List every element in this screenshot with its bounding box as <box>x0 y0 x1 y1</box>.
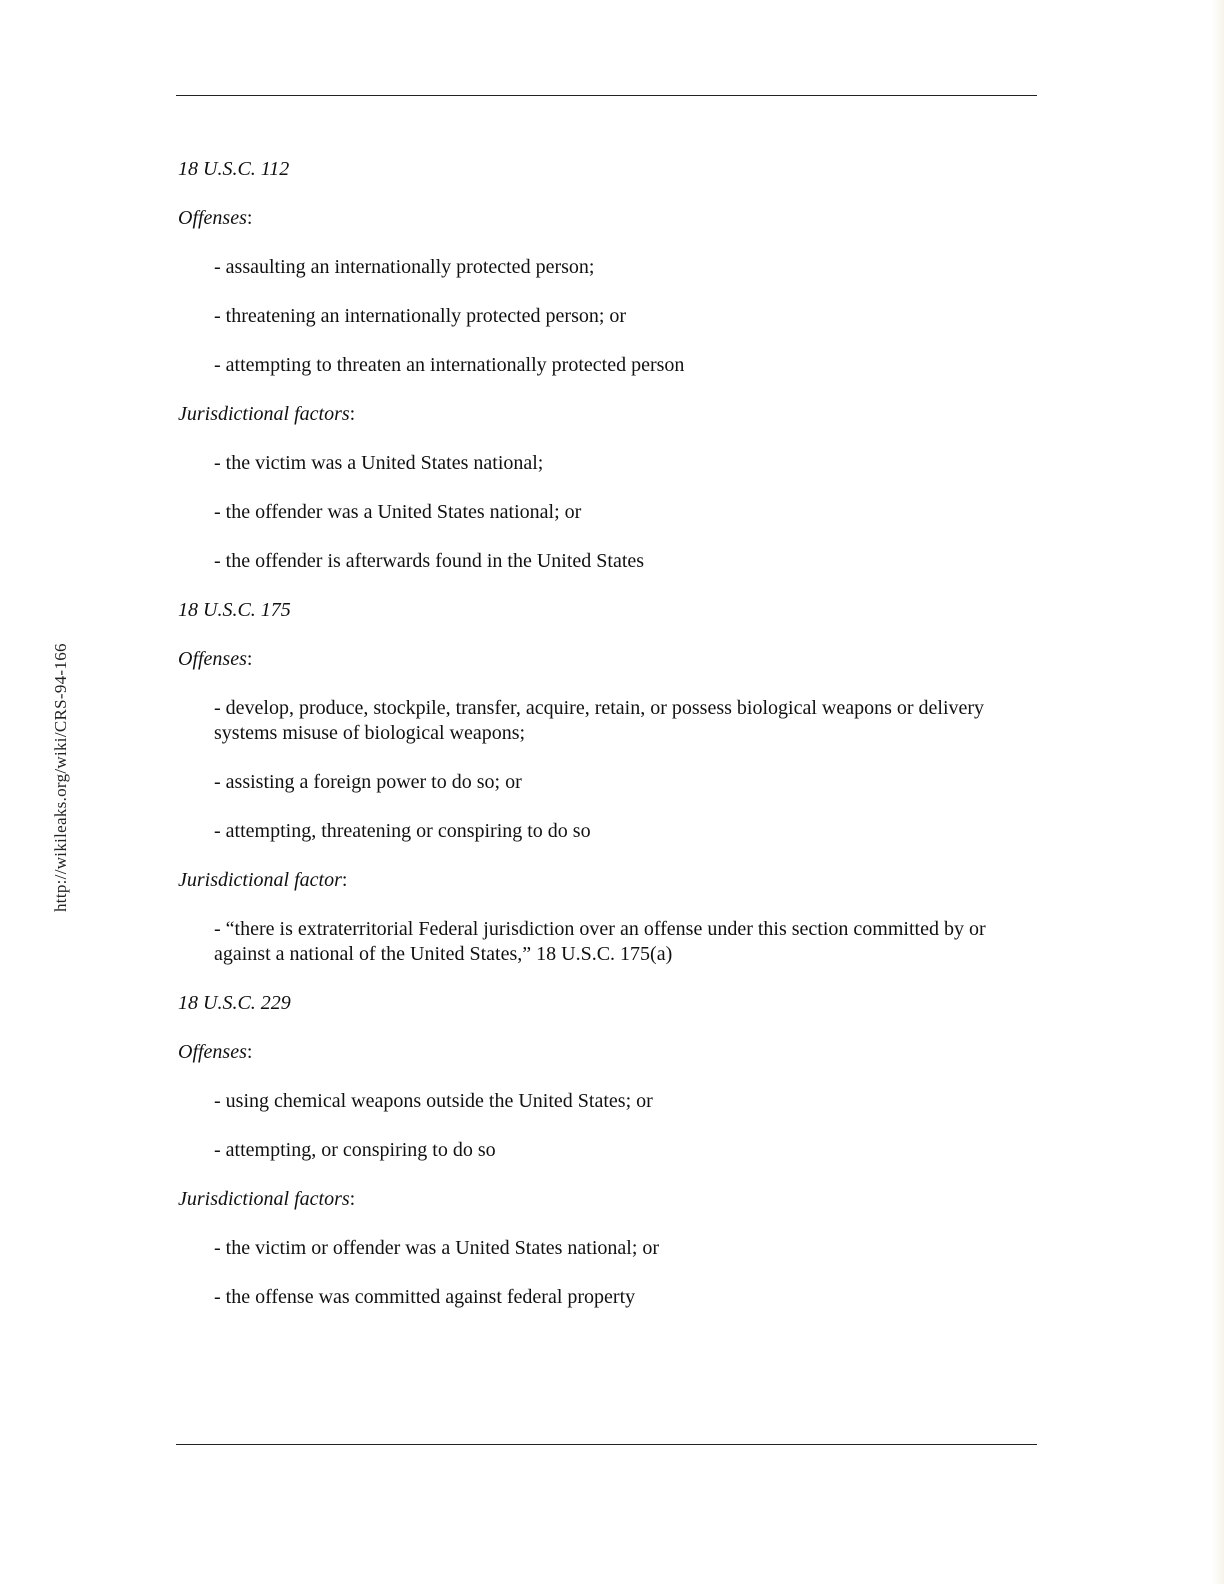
footer-rule <box>176 1444 1037 1445</box>
offense-item: - attempting to threaten an internationally protected person <box>214 354 685 376</box>
offenses-label: Offenses: <box>178 1041 253 1063</box>
jurisdiction-label: Jurisdictional factors: <box>178 1188 356 1210</box>
offense-item: - develop, produce, stockpile, transfer, acquire, retain, or possess biological weapons or delivery systems misuse of biological weapons; <box>214 697 985 744</box>
offense-item: - assisting a foreign power to do so; or <box>214 771 522 793</box>
statute-section <box>178 991 1036 1310</box>
offenses-label: Offenses: <box>178 207 253 229</box>
jurisdiction-item: - the victim or offender was a United States national; or <box>214 1237 660 1259</box>
jurisdiction-item: - the victim was a United States national; <box>214 452 544 474</box>
statute-heading: 18 U.S.C. 175 <box>178 599 291 621</box>
jurisdiction-item: - the offender was a United States national; or <box>214 501 582 523</box>
document-body <box>178 157 1036 1334</box>
offense-item: - using chemical weapons outside the United States; or <box>214 1090 653 1112</box>
offense-item: - attempting, or conspiring to do so <box>214 1139 496 1161</box>
statute-heading: 18 U.S.C. 229 <box>178 992 291 1014</box>
page-edge-shading <box>1212 0 1224 1584</box>
offense-item: - assaulting an internationally protected person; <box>214 256 595 278</box>
offense-item: - attempting, threatening or conspiring to do so <box>214 820 591 842</box>
jurisdiction-label: Jurisdictional factor: <box>178 869 348 891</box>
jurisdiction-item: - the offense was committed against federal property <box>214 1286 636 1308</box>
offenses-label: Offenses: <box>178 648 253 670</box>
offense-item: - threatening an internationally protected person; or <box>214 305 627 327</box>
jurisdiction-item: - the offender is afterwards found in the United States <box>214 550 645 572</box>
jurisdiction-label: Jurisdictional factors: <box>178 403 356 425</box>
jurisdiction-item: - “there is extraterritorial Federal jurisdiction over an offense under this section committed by or against a national of the United States,” 18 U.S.C. 175(a) <box>214 918 986 965</box>
statute-section <box>178 598 1036 967</box>
header-rule <box>176 95 1037 96</box>
side-watermark-url: http://wikileaks.org/wiki/CRS-94-166 <box>51 643 70 912</box>
statute-section <box>178 157 1036 574</box>
statute-heading: 18 U.S.C. 112 <box>178 158 290 180</box>
